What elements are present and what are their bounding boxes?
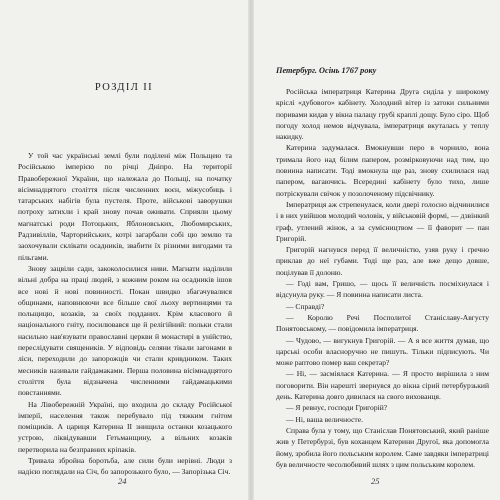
paragraph: Знову зацвіли сади, закоколосилися ниви. Магнати наділили вільні добра на праці людей, з кожним роком на осадників ішов все нові й нові повинності. Покан швидко збагачувалися общинами, наповнюючи все більше свої льоху вертинцями та польщицю, козаків, за своїх подданих. Крім класового й національного гніту, посилювався ще й релігійний: польки стали насильно нав'язувати православні церкви й монастирі в унійство, переслідувати священиків. У відповідь селяни тікали загонами в ліси, переходили до запорожців чи стали кривдником. Таких месників називали гайдамаками. Перша половина вісімнадцятого століття була відзначена численними гайдамацькими повстаннями. xyxy=(18,263,232,398)
dialogue-line: — Чудово, — вигукнув Григорій. — А я все життя думав, що царські особи власноручно не пишуть. Тільки підписують. Чи може раптово помер ваш секретар? xyxy=(276,335,489,368)
paragraph: Російська імператриця Катерина Друга сиділа у широкому кріслі «дубового» кабінету. Холодний вітер із затоки сильними поривами кидав у вікна палацу грубі краплі дощу. Було сіро. Щоб погоду холод немов відчувала, імператриця вкуталась у теплу накидку. xyxy=(276,87,489,142)
page-number-right: 25 xyxy=(371,476,380,486)
dialogue-line: — Справді? xyxy=(286,301,325,311)
left-page xyxy=(0,0,248,500)
paragraph: Григорій нагнувся перед її величністю, узяв руку і ґречно приклав до неї губами. Тоді ще раз, але вже дещо довше, поцілував її долоню. xyxy=(276,245,489,277)
section-heading: Петербург. Осінь 1767 року xyxy=(276,66,377,75)
dialogue-line: — Я ревнує, господи Григорій? xyxy=(286,403,388,413)
paragraph: Справа була у тому, що Станіслав Понятовський, який раніше жив у Петербурзі, був коханцем Катерини Другої, яка допомогла йому, зробила його польським королем. Саме завдяки імператриці був величносте чесолюбивий шлях з цим польським королем. xyxy=(276,425,489,469)
dialogue-line: — Ні, — засміялася Катерина. — Я просто вирішила з ним поговорити. Він нарешті звернувся до вікна сірий петербурзький день. Катерина довго дивилася на свого вихованця. xyxy=(276,369,489,402)
chapter-heading: РОЗДІЛ ІІ xyxy=(94,82,154,93)
paragraph: У той час українські землі були поділені між Польщею та Російською імперією по річці Дніпро. На території Правобережної України, що належала до Польщі, на початку вісімнадцятого століття після численних воєн, міжусобиць і татарських набігів була пустеля. Проте, військові заворушки потроху затихли і край знову почав оживати. Сприяли цьому магнатські роди Потоцьких, Яблоновських, Любомирських, Радзивіллів, Чарторийських, котрі загарбали собі цю землю та заохочували склікати осадників, звабити їх різними вигодами та пільгами. xyxy=(18,151,232,262)
dialogue-line: — Ні, ваша величносте. xyxy=(286,414,363,424)
paragraph: Катерина задумалася. Вмокнувши перо в чорнило, вона тримала його над білим папером, розмірковуючи над тим, що повинна написати. Тоді вмокнула ще раз, знову схилилася над папером, вагаючись. Всередині кабінету було тихо, лише потріскували свічок у позолоченому підсвічнику. xyxy=(276,143,489,198)
paragraph: Тривала збройна боротьба, але сили були нерівні. Люди з надією поглядали на Січ, бо запорозького було, — Запорізька Січ. xyxy=(18,456,232,477)
paragraph: На Лівобережній Україні, що входила до складу Російської імперії, населення також перебувало під тяжким гнітом поміщиків. А цариця Катерина ІІ знищила останки козацького устрою, ліквідувавши Гетьманщину, а вільних козаків перетворила на безправних кріпаків. xyxy=(18,399,232,454)
dialogue-line: — Королю Речі Посполитої Станіславу-Августу Понятовському, — повідомила імператриця. xyxy=(276,312,489,334)
right-page-text xyxy=(276,86,489,470)
left-page-text xyxy=(18,150,232,478)
page-number-left: 24 xyxy=(118,476,127,486)
dialogue-line: — Годі вам, Гришо, — щось її величність посміхнулася і відсунула руку. — Я повинна написати листа. xyxy=(276,279,489,300)
right-page xyxy=(254,0,500,500)
paragraph: Імператриця аж стрепенулася, коли двері голосно відчинилися і в них увійшов молодий чоловік, у військовій формі, — дзвінкий граф, утлений жінок, а за сумісництвом — її фаворит — пан Григорій. xyxy=(276,199,489,243)
